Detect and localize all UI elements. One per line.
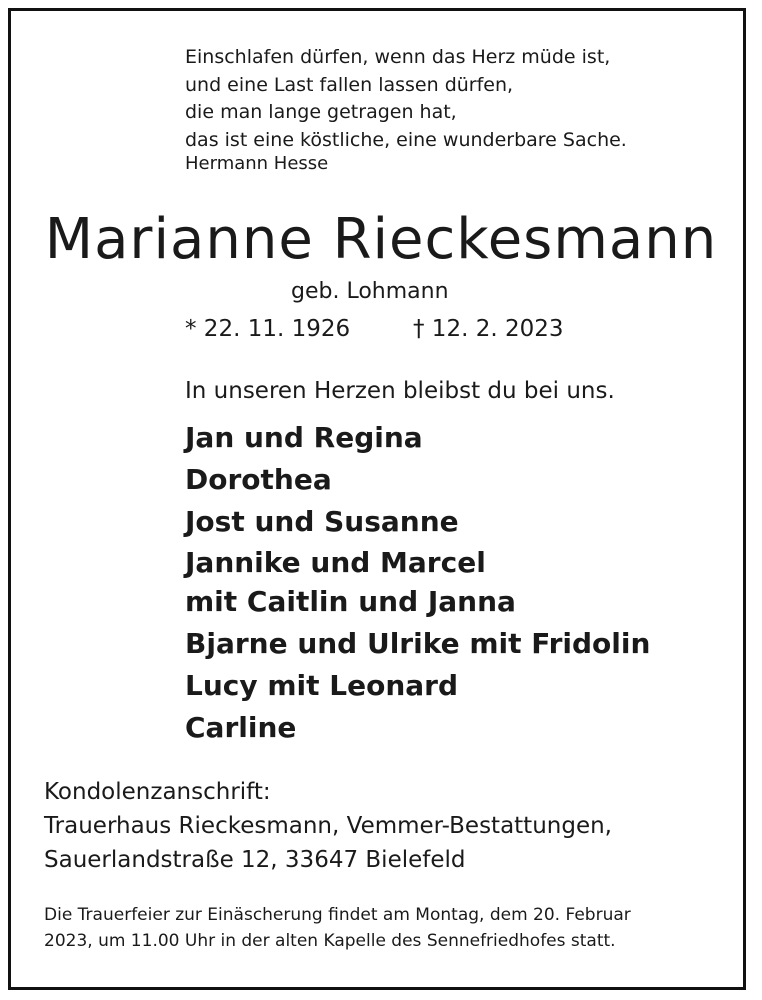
family-member: Jannike und Marcel — [185, 546, 486, 580]
family-member: Bjarne und Ulrike mit Fridolin — [185, 626, 651, 660]
poem-line: das ist eine köstliche, eine wunderbare Sache. — [185, 128, 627, 151]
notice-line: 2023, um 11.00 Uhr in der alten Kapelle des Sennefriedhofes statt. — [44, 931, 616, 951]
family-member: Dorothea — [185, 462, 332, 496]
poem-author: Hermann Hesse — [185, 153, 329, 174]
funeral-notice — [44, 902, 631, 954]
intro-text: In unseren Herzen bleibst du bei uns. — [185, 378, 615, 404]
poem-line: Einschlafen dürfen, wenn das Herz müde ist, — [185, 46, 611, 68]
address-line: Sauerlandstraße 12, 33647 Bielefeld — [44, 847, 466, 873]
death-date: † 12. 2. 2023 — [413, 316, 564, 342]
poem-line: und eine Last fallen lassen dürfen, — [185, 73, 514, 96]
poem-line: die man lange getragen hat, — [185, 101, 457, 123]
family-member: mit Caitlin und Janna — [185, 585, 516, 619]
family-member: Lucy mit Leonard — [185, 668, 459, 702]
maiden-name: geb. Lohmann — [291, 279, 449, 304]
poem — [185, 44, 627, 154]
family-member: Jost und Susanne — [185, 504, 459, 538]
family-member: Carline — [185, 710, 297, 744]
deceased-name: Marianne Rieckesmann — [44, 207, 718, 272]
condolence-address — [44, 775, 612, 877]
notice-line: Die Trauerfeier zur Einäscherung findet am Montag, dem 20. Februar — [44, 905, 631, 925]
family-member: Jan und Regina — [185, 421, 423, 454]
address-line: Trauerhaus Rieckesmann, Vemmer-Bestattungen, — [44, 813, 612, 839]
family-list — [185, 417, 650, 748]
address-heading: Kondolenzanschrift: — [44, 779, 271, 805]
birth-date: * 22. 11. 1926 — [185, 316, 351, 342]
